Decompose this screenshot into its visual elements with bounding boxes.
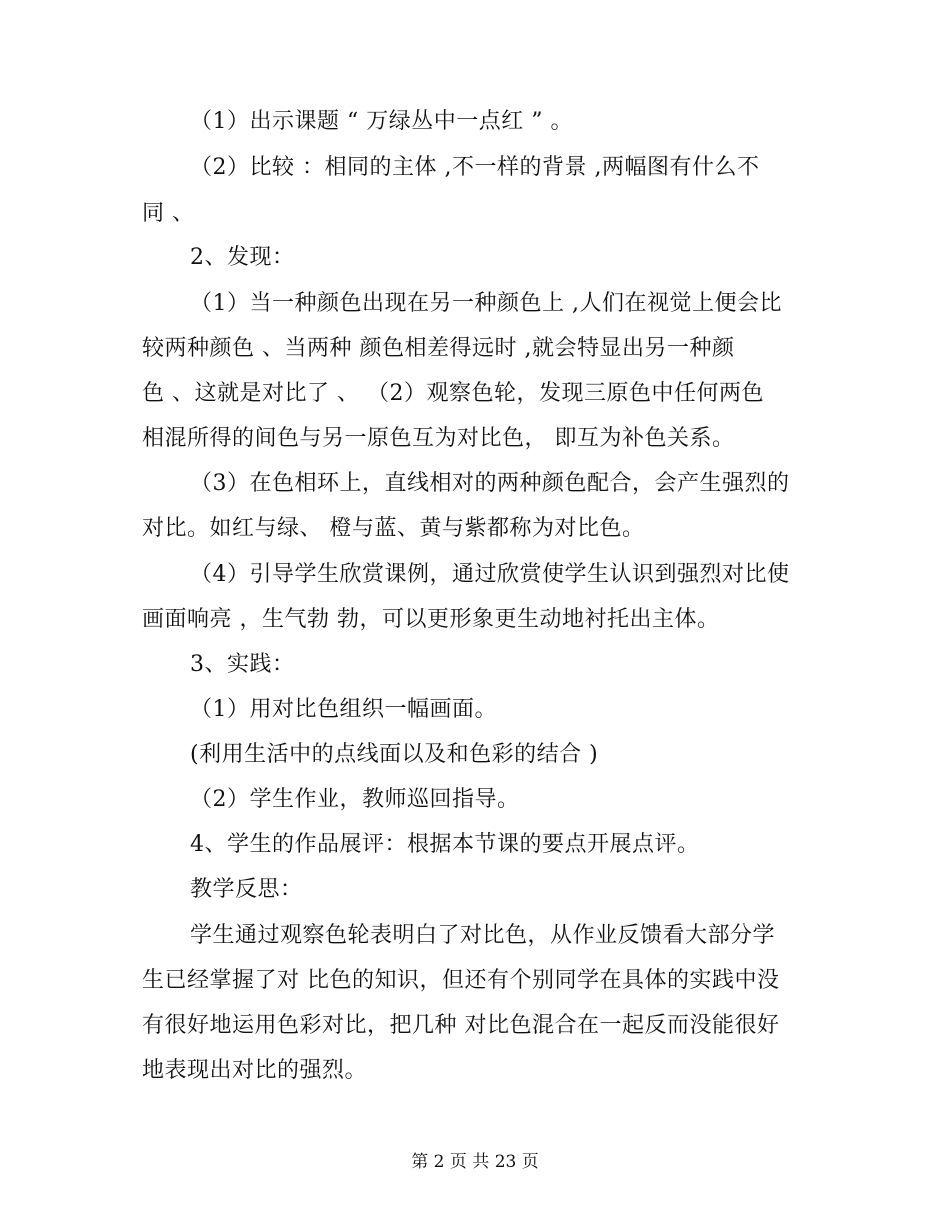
body-line: 对比。如红与绿、 橙与蓝、黄与紫都称为对比色。 bbox=[142, 516, 645, 541]
body-line: 生已经掌握了对 比色的知识，但还有个别同学在具体的实践中没 bbox=[142, 968, 780, 993]
body-line: 相混所得的间色与另一原色互为对比色， 即互为补色关系。 bbox=[142, 426, 735, 451]
body-line: （3）在色相环上，直线相对的两种颜色配合，会产生强烈的 bbox=[190, 471, 790, 496]
body-line: （1）当一种颜色出现在另一种颜色上 ,人们在视觉上便会比 bbox=[190, 291, 782, 316]
body-line: 4、学生的作品展评：根据本节课的要点开展点评。 bbox=[190, 832, 700, 857]
body-line: 教学反思： bbox=[190, 877, 303, 902]
page-number: 第 2 页 共 23 页 bbox=[411, 1152, 539, 1172]
body-line: (利用生活中的点线面以及和色彩的结合 ) bbox=[190, 742, 599, 767]
body-line: 同 、 bbox=[142, 201, 195, 226]
body-line: 学生通过观察色轮表明白了对比色，从作业反馈看大部分学 bbox=[190, 923, 776, 948]
body-line: （2）比较 ：相同的主体 ,不一样的背景 ,两幅图有什么不 bbox=[190, 155, 760, 180]
body-line: 画面响亮 ，生气勃 勃，可以更形象更生动地衬托出主体。 bbox=[142, 607, 720, 632]
body-line: （1）出示课题 “ 万绿丛中一点红 ” 。 bbox=[190, 109, 573, 134]
body-line: 有很好地运用色彩对比，把几种 对比色混合在一起反而没能很好 bbox=[142, 1013, 780, 1038]
body-line: 2、发现： bbox=[190, 245, 295, 270]
body-line: （4）引导学生欣赏课例，通过欣赏使学生认识到强烈对比使 bbox=[190, 562, 790, 587]
body-line: 较两种颜色 、当两种 颜色相差得远时 ,就会特显出另一种颜 bbox=[142, 336, 735, 361]
body-line: （2）学生作业，教师巡回指导。 bbox=[190, 787, 520, 812]
body-line: 3、实践： bbox=[190, 652, 295, 677]
body-line: 地表现出对比的强烈。 bbox=[142, 1058, 368, 1083]
body-line: （1）用对比色组织一幅画面。 bbox=[190, 697, 497, 722]
body-line: 色 、这就是对比了 、 （2）观察色轮，发现三原色中任何两色 bbox=[142, 381, 764, 406]
